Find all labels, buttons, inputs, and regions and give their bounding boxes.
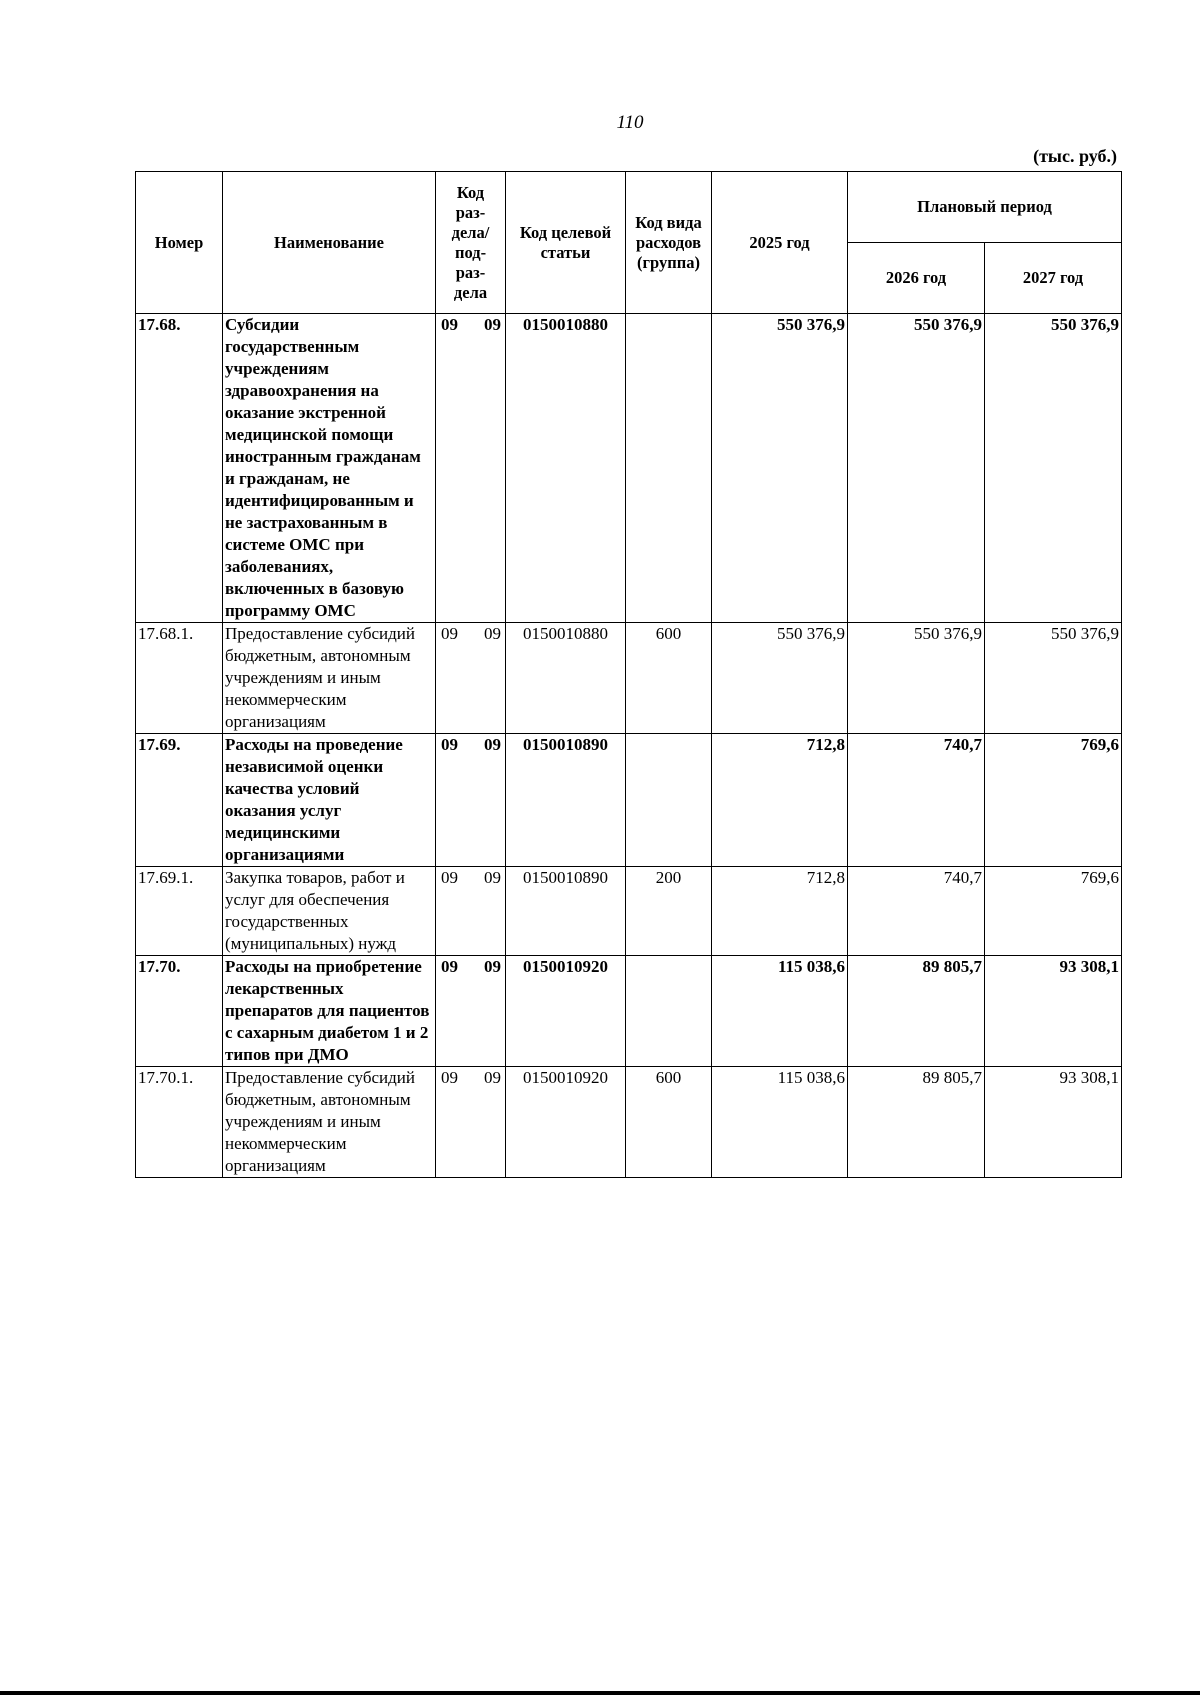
row-section-codes [436,623,506,734]
row-section-codes [436,956,506,1067]
table-row [136,867,1122,956]
row-name: Закупка товаров, работ и услуг для обеспечения государственных (муниципальных) нужд [223,867,436,956]
row-amount-2025: 115 038,6 [712,956,848,1067]
subsection-code: 09 [484,315,501,334]
row-target-code: 0150010890 [506,867,626,956]
section-code: 09 [441,315,458,334]
table-row [136,314,1122,623]
row-amount-2025: 115 038,6 [712,1067,848,1178]
row-target-code: 0150010920 [506,1067,626,1178]
header-number: Номер [136,172,223,314]
row-amount-2026: 740,7 [848,734,985,867]
row-expense-type: 600 [626,1067,712,1178]
row-amount-2026: 740,7 [848,867,985,956]
row-expense-type: 600 [626,623,712,734]
row-amount-2027: 93 308,1 [985,956,1122,1067]
row-amount-2027: 550 376,9 [985,314,1122,623]
row-expense-type [626,956,712,1067]
budget-table [135,171,1122,1178]
row-number: 17.68. [136,314,223,623]
header-target-code: Код целевой статьи [506,172,626,314]
subsection-code: 09 [484,957,501,976]
header-planned-period: Плановый период [848,172,1122,243]
row-number: 17.68.1. [136,623,223,734]
row-name: Субсидии государственным учреждениям здравоохранения на оказание экстренной медицинской помощи иностранным гражданам и гражданам, не идентифицированным и не застрахованным в системе ОМС при заболеваниях, включенных в базовую программу ОМС [223,314,436,623]
header-2025: 2025 год [712,172,848,314]
row-name: Расходы на проведение независимой оценки качества условий оказания услуг медицинскими организациями [223,734,436,867]
subsection-code: 09 [484,868,501,887]
row-amount-2026: 550 376,9 [848,623,985,734]
table-body [136,314,1122,1178]
table-row [136,734,1122,867]
row-expense-type [626,314,712,623]
row-number: 17.70. [136,956,223,1067]
units-note: (тыс. руб.) [1033,146,1117,166]
header-razdel: Код раз- дела/ под- раз- дела [436,172,506,314]
header-2027: 2027 год [985,243,1122,314]
row-number: 17.69.1. [136,867,223,956]
table-header [136,172,1122,314]
row-amount-2027: 550 376,9 [985,623,1122,734]
row-amount-2025: 550 376,9 [712,623,848,734]
row-section-codes [436,1067,506,1178]
subsection-code: 09 [484,735,501,754]
row-amount-2025: 550 376,9 [712,314,848,623]
section-code: 09 [441,1068,458,1087]
header-2026: 2026 год [848,243,985,314]
header-expense-type: Код вида расходов (группа) [626,172,712,314]
section-code: 09 [441,868,458,887]
row-section-codes [436,314,506,623]
table-row [136,623,1122,734]
row-number: 17.69. [136,734,223,867]
row-target-code: 0150010890 [506,734,626,867]
table-row [136,1067,1122,1178]
row-target-code: 0150010880 [506,314,626,623]
header-name: Наименование [223,172,436,314]
table-row [136,956,1122,1067]
row-name: Расходы на приобретение лекарственных препаратов для пациентов с сахарным диабетом 1 и 2 типов при ДМО [223,956,436,1067]
row-amount-2027: 93 308,1 [985,1067,1122,1178]
row-section-codes [436,867,506,956]
row-amount-2027: 769,6 [985,867,1122,956]
row-section-codes [436,734,506,867]
row-amount-2027: 769,6 [985,734,1122,867]
row-amount-2026: 550 376,9 [848,314,985,623]
section-code: 09 [441,735,458,754]
row-target-code: 0150010880 [506,623,626,734]
row-name: Предоставление субсидий бюджетным, автономным учреждениям и иным некоммерческим организациям [223,1067,436,1178]
row-amount-2026: 89 805,7 [848,956,985,1067]
row-amount-2025: 712,8 [712,734,848,867]
page-number: 110 [616,112,644,133]
row-expense-type: 200 [626,867,712,956]
row-amount-2025: 712,8 [712,867,848,956]
page-bottom-border [0,1691,1200,1695]
row-target-code: 0150010920 [506,956,626,1067]
subsection-code: 09 [484,624,501,643]
subsection-code: 09 [484,1068,501,1087]
row-name: Предоставление субсидий бюджетным, автономным учреждениям и иным некоммерческим организациям [223,623,436,734]
row-number: 17.70.1. [136,1067,223,1178]
row-expense-type [626,734,712,867]
row-amount-2026: 89 805,7 [848,1067,985,1178]
section-code: 09 [441,957,458,976]
section-code: 09 [441,624,458,643]
